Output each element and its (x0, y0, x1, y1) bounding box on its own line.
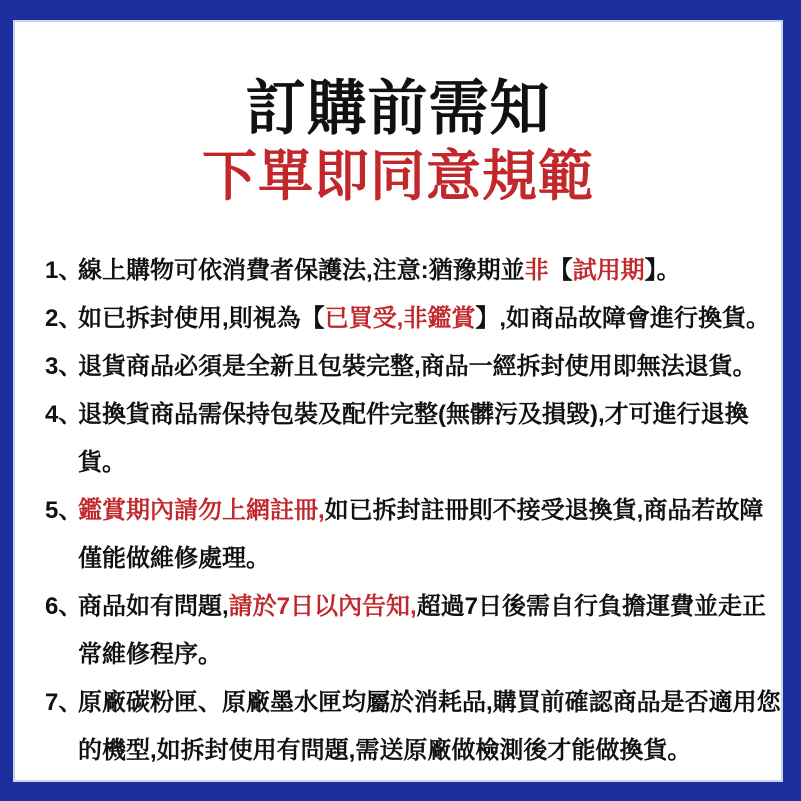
term-text-highlight: 鑑賞期內請勿上網註冊, (78, 497, 325, 524)
term-text-highlight: 請於7日以內告知, (228, 593, 417, 620)
term-item (45, 391, 781, 487)
term-text-highlight: 已買受,非鑑賞 (324, 305, 476, 332)
term-number: 3、 (45, 353, 83, 380)
term-number: 4、 (45, 401, 83, 428)
term-number: 7、 (45, 689, 83, 716)
term-number: 2、 (45, 305, 83, 332)
term-text-segment: 如已拆封註冊則不接受退換貨,商品若故障僅能做維修處理。 (78, 497, 764, 572)
term-text-segment: 退換貨商品需保持包裝及配件完整(無髒污及損毀),才可進行退換貨。 (78, 401, 749, 476)
term-item (45, 487, 781, 583)
page-title: 訂購前需知 (245, 75, 551, 142)
term-text-segment: 如已拆封使用,則視為【 (78, 305, 325, 332)
term-text (78, 391, 781, 487)
term-text-segment: 【 (548, 257, 573, 284)
term-text-segment: 商品如有問題, (78, 593, 229, 620)
term-text (78, 679, 781, 775)
term-number: 6、 (45, 593, 83, 620)
term-text-segment: 退貨商品必須是全新且包裝完整,商品一經拆封使用即無法退貨。 (78, 353, 757, 380)
term-text (78, 295, 781, 343)
term-text (78, 583, 781, 679)
term-item (45, 583, 781, 679)
term-item (45, 343, 781, 391)
term-text (78, 247, 781, 295)
page-subtitle: 下單即同意規範 (201, 145, 594, 207)
term-text-highlight: 試用期 (572, 257, 645, 284)
term-text-highlight: 非 (524, 257, 549, 284)
term-number: 5、 (45, 497, 83, 524)
term-item (45, 295, 781, 343)
term-text-segment: 原廠碳粉匣、原廠墨水匣均屬於消耗品,購買前確認商品是否適用您的機型,如拆封使用有問題,需送原廠做檢測後才能做換貨。 (78, 689, 781, 764)
term-text-segment: 】。 (644, 257, 681, 284)
term-text (78, 487, 781, 583)
terms-list (13, 247, 783, 775)
term-number: 1、 (45, 257, 83, 284)
term-text (78, 343, 781, 391)
term-text-segment: 線上購物可依消費者保護法,注意:猶豫期並 (78, 257, 525, 284)
term-text-segment: 】,如商品故障會進行換貨。 (475, 305, 771, 332)
term-item (45, 247, 781, 295)
term-item (45, 679, 781, 775)
term-text-segment: 超過7日後需自行負擔運費並走正常維修程序。 (78, 593, 767, 668)
notice-content (13, 75, 783, 801)
